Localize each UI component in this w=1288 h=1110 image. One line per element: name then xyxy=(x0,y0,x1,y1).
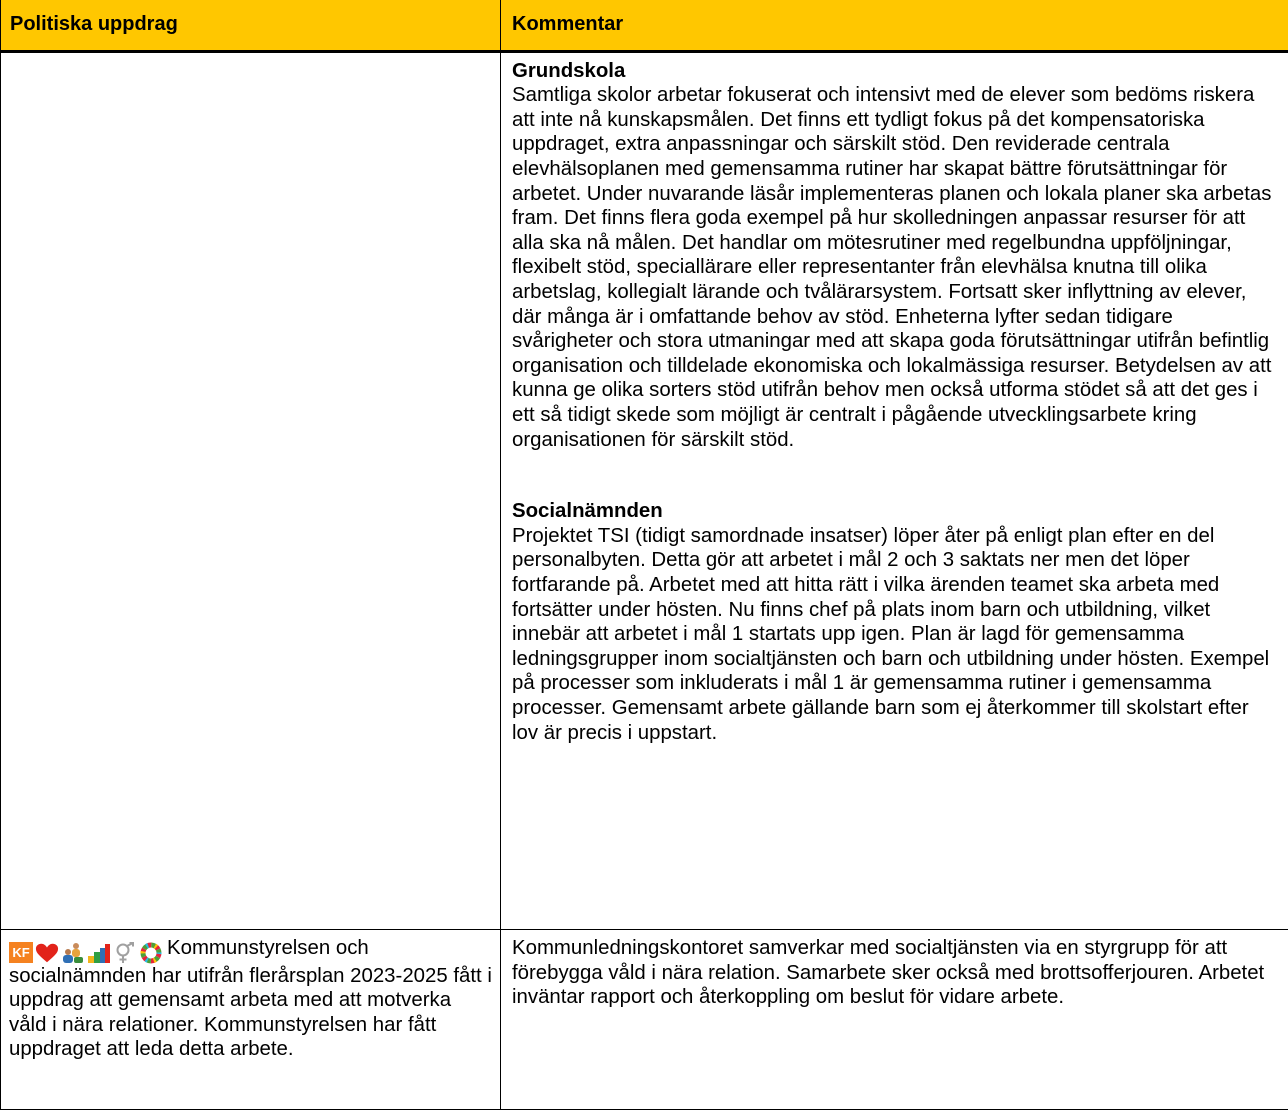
table-row xyxy=(1,930,1288,1110)
section-title-grundskola: Grundskola xyxy=(512,59,626,82)
table-row xyxy=(1,51,1288,930)
comment-text: Kommunledningskontoret samverkar med socialtjänsten via en styrgrupp för att förebygga våld i nära relation. Samarbete sker också med brottsofferjouren. Arbetet inväntar rapport och återkoppling om beslut för vidare arbete. xyxy=(512,937,1265,1009)
section-text-socialnamnden: Projektet TSI (tidigt samordnade insatser) löper åter på enligt plan efter en del personalbyten. Detta gör att arbetet i mål 2 och 3 saktats ner men det löper fortfarande på. Arbetet med att hitta rätt i vilka ärenden teamet ska arbeta med fortsätter under hösten. Nu finns chef på plats inom barn och utbildning, vilket innebär att arbetet i mål 1 startats upp igen. Plan är lagd för gemensamma ledningsgrupper inom socialtjänsten och barn och utbildning under hösten. Exempel på processer som inkluderats i mål 1 är gemensamma rutiner i gemensamma processer. Gemensamt arbete gällande barn som ej återkommer till skolstart efter lov är precis i uppstart. xyxy=(512,524,1270,744)
heart-icon xyxy=(35,942,59,964)
column-header-comment: Kommentar xyxy=(501,0,1288,51)
assignment-text: Kommunstyrelsen och socialnämnden har utifrån flerårsplan 2023-2025 fått i uppdrag att gemensamt arbeta med att motverka våld i nära relationer. Kommunstyrelsen har fått uppdraget att leda detta arbete. xyxy=(9,937,492,1061)
comment-cell xyxy=(501,51,1288,930)
assignment-cell-empty xyxy=(1,51,501,930)
table-header-row xyxy=(1,0,1288,51)
people-icon xyxy=(61,942,85,964)
steps-chart-icon xyxy=(87,942,111,964)
comment-cell xyxy=(501,930,1288,1110)
gender-symbol-icon xyxy=(113,942,137,964)
section-title-socialnamnden: Socialnämnden xyxy=(512,500,663,523)
kf-icon: KF xyxy=(9,942,33,963)
section-spacer xyxy=(512,452,1279,499)
goal-icons xyxy=(9,942,163,964)
column-header-political-assignments: Politiska uppdrag xyxy=(1,0,501,51)
assignment-cell xyxy=(1,930,501,1110)
sdg-wheel-icon xyxy=(139,942,163,964)
section-text-grundskola: Samtliga skolor arbetar fokuserat och intensivt med de elever som bedöms riskera att inte nå kunskapsmålen. Det finns ett tydligt fokus på det kompensatoriska uppdraget, extra anpassningar och särskilt stöd. Den reviderade centrala elevhälsoplanen med gemensamma rutiner har skapat bättre förutsättningar för arbetet. Under nuvarande läsår implementeras planen och lokala planer ska arbetas fram. Det finns flera goda exempel på hur skolledningen anpassar resurser för att alla ska nå målen. Det handlar om mötesrutiner med regelbundna uppföljningar, flexibelt stöd, speciallärare eller representanter från elevhälsa knutna till olika arbetslag, kollegialt lärande och tvålärarsystem. Fortsatt sker inflyttning av elever, där många är i omfattande behov av stöd. Enheterna lyfter sedan tidigare svårigheter och stora utmaningar med att skapa goda förutsättningar utifrån befintlig organisation och tilldelade ekonomiska och lokalmässiga resurser. Betydelsen av att kunna ge olika sorters stöd utifrån behov men också utforma stödet så att det ges i ett så tidigt skede som möjligt är centralt i pågående utvecklingsarbete kring organisationen för särskilt stöd. xyxy=(512,84,1272,451)
